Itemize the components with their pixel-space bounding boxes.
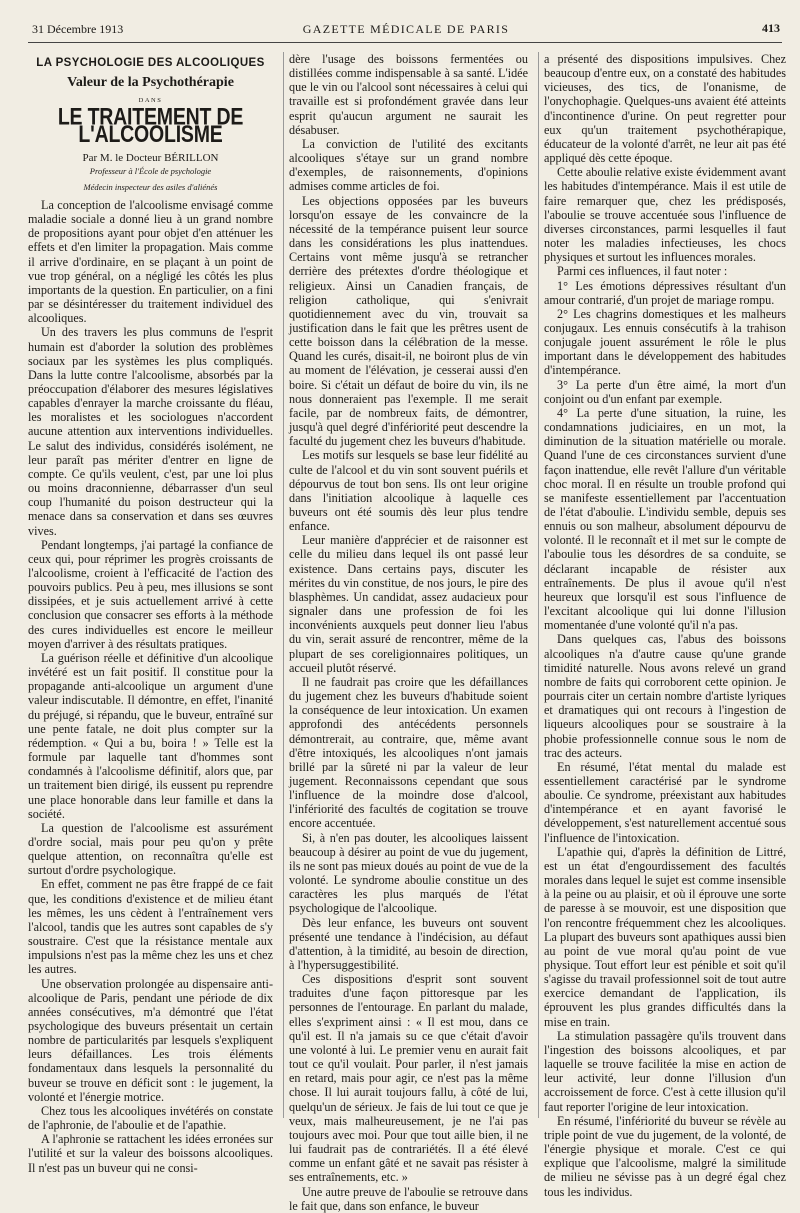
- paragraph: La conviction de l'utilité des excitants alcooliques s'étaye sur un grand nombre d'exemples, de raisonnements, d'opinions admises comme articles de foi.: [289, 136, 528, 194]
- paragraph: 2° Les chagrins domestiques et les malheurs conjugaux. Les ennuis consécutifs à la trahison conjugale jouent assurément le rôle le plus important dans le développement des habitudes d'intempérance.: [544, 306, 786, 378]
- title-connector: DANS: [138, 97, 163, 105]
- article-subtitle: Valeur de la Psychothérapie: [67, 75, 234, 91]
- paragraph: Une autre preuve de l'aboulie se retrouve dans le fait que, dans son enfance, le buveur: [289, 1184, 528, 1213]
- article-title: LE TRAITEMENT DE L'ALCOOLISME: [57, 103, 244, 150]
- paragraph: En effet, comment ne pas être frappé de ce fait que, les conditions d'existence et de milieu étant les mêmes, les uns cèdent à l'entraînement vers l'alcool, tandis que les autres sont capables de s'y soustraire. C'est que la résistance mentale aux impulsions n'est pas la même chez les uns et chez les autres.: [28, 877, 273, 977]
- paragraph: En résumé, l'infériorité du buveur se révèle au triple point de vue du jugement, de la volonté, de l'énergie physique et morale. C'est ce qui explique que l'alcoolisme, malgré la similitude de milieu ne sévisse pas à un degré égal chez tous les individus.: [544, 1113, 786, 1199]
- section-kicker: LA PSYCHOLOGIE DES ALCOOLIQUES: [36, 57, 265, 69]
- text-columns: [28, 52, 786, 1213]
- paragraph: L'apathie qui, d'après la définition de Littré, est un état d'engourdissement des facultés morales dans lequel le sujet est comme insensible à la peine ou au plaisir, et où il éprouve une sorte de paresse à se mouvoir, est une disposition que l'on rencontre fréquemment chez les alcooliques. La plupart des buveurs sont apathiques aussi bien au point de vue moral qu'au point de vue physique. Tout effort leur est pénible et soit qu'il s'agisse du travail professionnel soit de tout autre exercice demandant de l'application, ils éprouvent les plus grandes difficultés dans la mise en train.: [544, 844, 786, 1029]
- paragraph: Les objections opposées par les buveurs lorsqu'on essaye de les convaincre de la nécessité de la tempérance puisent leur source dans les considérations les plus inattendues. Certains vont même jusqu'à se retrancher derrière des prétextes d'ordre théologique et religieux. Ainsi un Canadien français, de religion catholique, qui s'enivrait quotidiennement avec du vin, trouvait sa justification dans le fait que les prêtres usent de cette boisson dans la célébration de la messe. Quand les curés, disait-il, ne boiront plus de vin au moment de l'élévation, je cesserai aussi d'en boire. Si c'était un défaut de boire du vin, ils ne nous donneraient pas l'exemple. Il me serait facile, par de nombreux faits, de démontrer, jusqu'à quel degré d'infériorité peut descendre la faculté du jugement chez les buveurs d'habitude.: [289, 193, 528, 449]
- paragraph: 1° Les émotions dépressives résultant d'un amour contrarié, d'un projet de mariage rompu.: [544, 278, 786, 307]
- paragraph: Parmi ces influences, il faut noter :: [557, 264, 728, 279]
- header-rule: [28, 42, 782, 43]
- paragraph: Pendant longtemps, j'ai partagé la confiance de ceux qui, pour réprimer les progrès croissants de l'alcoolisme, croient à l'efficacité de l'action des pouvoirs publics. Peu à peu, mes illusions se sont dissipées, et je suis actuellement arrivé à cette conclusion que consacrer ses efforts à la méthode des cures individuelles est encore le meilleur moyen d'arriver à des résultats pratiques.: [28, 537, 273, 651]
- paragraph: La guérison réelle et définitive d'un alcoolique invétéré est un fait positif. Il constitue pour la propagande anti-alcoolique un argument d'une valeur indiscutable. Il démontre, en effet, l'inanité du préjugé, si répandu, que le buveur, entraîné sur une pente fatale, ne doit plus compter sur la rédemption. « Qui a bu, boira ! » Telle est la formule par laquelle tant d'hommes sont condamnés à l'alcoolisme définitif, alors que, par un traitement bien dirigé, ils eussent pu reprendre une place honorable dans leur famille et dans la société.: [28, 650, 273, 821]
- author-affiliation-2: Médecin inspecteur des asiles d'aliénés: [83, 181, 218, 192]
- paragraph: Ces dispositions d'esprit sont souvent traduites d'une façon pittoresque par les personnes de l'entourage. En parlant du malade, elles s'expriment ainsi : « Il est mou, dans ce qu'il est. Il n'a jamais su ce que c'était d'avoir une volonté à lui. Le premier venu en aurait fait tout ce qu'il voulait. Pour parler, il n'est jamais en retard, mais pour agir, ce n'est pas la même chose. Il lui aurait toujours fallu, à côté de lui, quelqu'un de sérieux. Je fais de lui tout ce que je veux, mais malheureusement, je ne l'ai pas toujours avec moi. Pour que tout aille bien, il ne lui faudrait pas de contrariétés. Il a été élevé comme un enfant gâté et ne savait pas résister à ses entraînements, etc. »: [289, 972, 528, 1185]
- paragraph: Leur manière d'apprécier et de raisonner est celle du milieu dans lequel ils ont passé leur existence. Dans certains pays, discuter les mérites du vin constitue, de nos jours, le pire des blasphèmes. Un candidat, assez audacieux pour signaler dans une profession de foi les inconvénients auxquels peut donner lieu l'abus du vin, serait assuré de rencontrer, même de la plupart de ses coreligionnaires politiques, un accueil plutôt réservé.: [289, 533, 528, 675]
- author-affiliation-1: Professeur à l'École de psychologie: [89, 165, 212, 176]
- paragraph: La question de l'alcoolisme est assurément d'ordre social, mais pour peu qu'on y prête quelque attention, on reconnaîtra qu'elle est surtout d'ordre psychologique.: [28, 820, 273, 878]
- paragraph: La stimulation passagère qu'ils trouvent dans l'ingestion des boissons alcooliques, et par laquelle se trouve facilitée la mise en action de leur activité, leur donne l'illusion d'un accroissement de force. C'est à cette illusion qu'il faut reporter l'origine de leur intoxication.: [544, 1028, 786, 1114]
- paragraph: La conception de l'alcoolisme envisagé comme maladie sociale a donné lieu à un grand nombre de propositions ayant pour objet d'en atténuer les effets et d'en limiter la propagation. Mais comme il arrive d'ordinaire, en se plaçant à un point de vue trop général, on a négligé les côtés les plus importants de la question. En particulier, on a fini par se désintéresser du traitement individuel des alcooliques.: [28, 197, 273, 326]
- paragraph: A l'aphronie se rattachent les idées erronées sur l'utilité et sur la valeur des boissons alcooliques. Il n'est pas un buveur qui ne consi-: [28, 1132, 273, 1175]
- page-number: 413: [762, 21, 780, 35]
- running-header: [32, 22, 780, 40]
- paragraph: 4° La perte d'une situation, la ruine, les condamnations judiciaires, en un mot, la diminution de la situation matérielle ou morale. Quand l'une de ces circonstances survient d'une façon inattendue, elle revêt l'allure d'un véritable choc moral. Il en résulte un trouble profond qui se manifeste essentiellement par l'accentuation de l'état d'aboulie. L'individu semble, depuis ses ennuis ou son malheur, absolument dépourvu de volonté. Il le reconnaît et il met sur le compte de l'aboulie tous les désordres de sa conduite, se déclarant incapable de résister aux entraînements. De plus il avoue qu'il n'est heureux que lorsqu'il est sous l'influence de l'excitant alcoolique qui lui donne l'illusion momentanée d'une volonté qu'il n'a pas.: [544, 405, 786, 633]
- paragraph: Il ne faudrait pas croire que les défaillances du jugement chez les buveurs d'habitude soient la conséquence de leur intoxication. Un examen approfondi des antécédents personnels démontrerait, au contraire, que, même avant d'être intoxiqués, les alcooliques n'ont jamais brillé par la sûreté ni par la valeur de leur jugement. Reconnaissons cependant que sous l'influence de la moindre dose d'alcool, l'infériorité des facultés de cogitation se trouve encore accentuée.: [289, 674, 528, 831]
- issue-date: 31 Décembre 1913: [32, 22, 124, 36]
- article-heading: [28, 56, 273, 192]
- column-2: [283, 52, 528, 1213]
- paragraph: En résumé, l'état mental du malade est essentiellement caractérisé par le syndrome aboulie. Ce syndrome, préexistant aux habitudes d'intempérance et en ayant favorisé le développement, s'est naturellement accentué sous l'influence de l'intoxication.: [544, 759, 786, 845]
- paragraph: Les motifs sur lesquels se base leur fidélité au culte de l'alcool et du vin sont souvent puérils et dépourvus de tout bon sens. Ils ont leur origine dans l'initiation alcoolique à laquelle ces buveurs ont été soumis dès leur plus tendre enfance.: [289, 448, 528, 534]
- paragraph: 3° La perte d'un être aimé, la mort d'un conjoint ou d'un enfant par exemple.: [544, 377, 786, 406]
- column-3: [538, 52, 786, 1199]
- paragraph: Une observation prolongée au dispensaire anti-alcoolique de Paris, pendant une période de dix années consécutives, m'a démontré que l'état psychologique des buveurs présentait un certain nombre de particularités par lesquels s'expliquent leurs défaillances. Les trois éléments fondamentaux dans lesquels la personnalité du buveur se trouve en déficit sont : le jugement, la volonté et l'énergie motrice.: [28, 976, 273, 1104]
- paragraph: Dans quelques cas, l'abus des boissons alcooliques n'a d'autre cause qu'une grande timidité naturelle. Nous avons relevé un grand nombre de faits qui corroborent cette opinion. Je pourrais citer un certain nombre d'artiste lyriques et dramatiques qui ont recours à l'ingestion de liqueurs alcooliques pour se soustraire à la phobie professionnelle connue sous le nom de trac des acteurs.: [544, 632, 786, 760]
- paragraph: Un des travers les plus communs de l'esprit humain est d'aborder la solution des problèmes sociaux par les systèmes les plus compliqués. Dans la lutte contre l'alcoolisme, absorbés par la préoccupation d'élaborer des mesures législatives capables d'enrayer la marche croissante du fléau, les moralistes et les sociologues n'accordent aucune attention aux interventions individuelles. Le salut des individus, considérés isolément, ne leur paraît pas mériter d'entrer en ligne de compte. Ce qu'ils veulent, c'est, par une loi plus ou moins draconnienne, débarrasser d'un seul coup l'humanité du poison destructeur qui la menace dans sa conservation et dans ses œuvres vives.: [28, 325, 273, 538]
- paragraph: Dès leur enfance, les buveurs ont souvent présenté une tendance à l'indécision, au défaut d'attention, à la timidité, au besoin de direction, à l'hypersuggestibilité.: [289, 915, 528, 972]
- paragraph: Cette aboulie relative existe évidemment avant les habitudes d'intempérance. Mais il est utile de faire remarquer que, chez les prédisposés, l'aboulie se trouve accentuée sous l'influence de diverses circonstances, parmi lesquelles il faut noter les maladies infectieuses, les chocs physiques et surtout les influences morales.: [544, 165, 786, 265]
- journal-name: GAZETTE MÉDICALE DE PARIS: [302, 22, 510, 36]
- paragraph: dère l'usage des boissons fermentées ou distillées comme indispensable à sa santé. L'idée que le vin ou l'alcool sont nécessaires à celui qui travaille est si profondément gravée dans leur esprit qu'aucun argument ne saurait les désabuser.: [289, 52, 528, 137]
- paragraph: Chez tous les alcooliques invétérés on constate de l'aphronie, de l'aboulie et de l'apathie.: [28, 1103, 273, 1133]
- author-byline: Par M. le Docteur BÉRILLON: [82, 151, 219, 164]
- paragraph: a présenté des dispositions impulsives. Chez beaucoup d'entre eux, on a constaté des habitudes vicieuses, des tics, de l'onanisme, de l'onychophagie. Quelques-uns avaient été atteints d'incontinence d'urine. On peut regretter pour eux qu'un traitement psychothérapique, éducateur de la volonté d'arrêt, ne leur ait pas été appliqué dès cette époque.: [544, 52, 786, 166]
- column-1: [28, 52, 273, 1175]
- paragraph: Si, à n'en pas douter, les alcooliques laissent beaucoup à désirer au point de vue du jugement, ils ne sont pas mieux doués au point de vue de la volonté. Le syndrome aboulie constitue un des caractères les plus marqués de l'état psychologique de l'alcoolique.: [289, 830, 528, 916]
